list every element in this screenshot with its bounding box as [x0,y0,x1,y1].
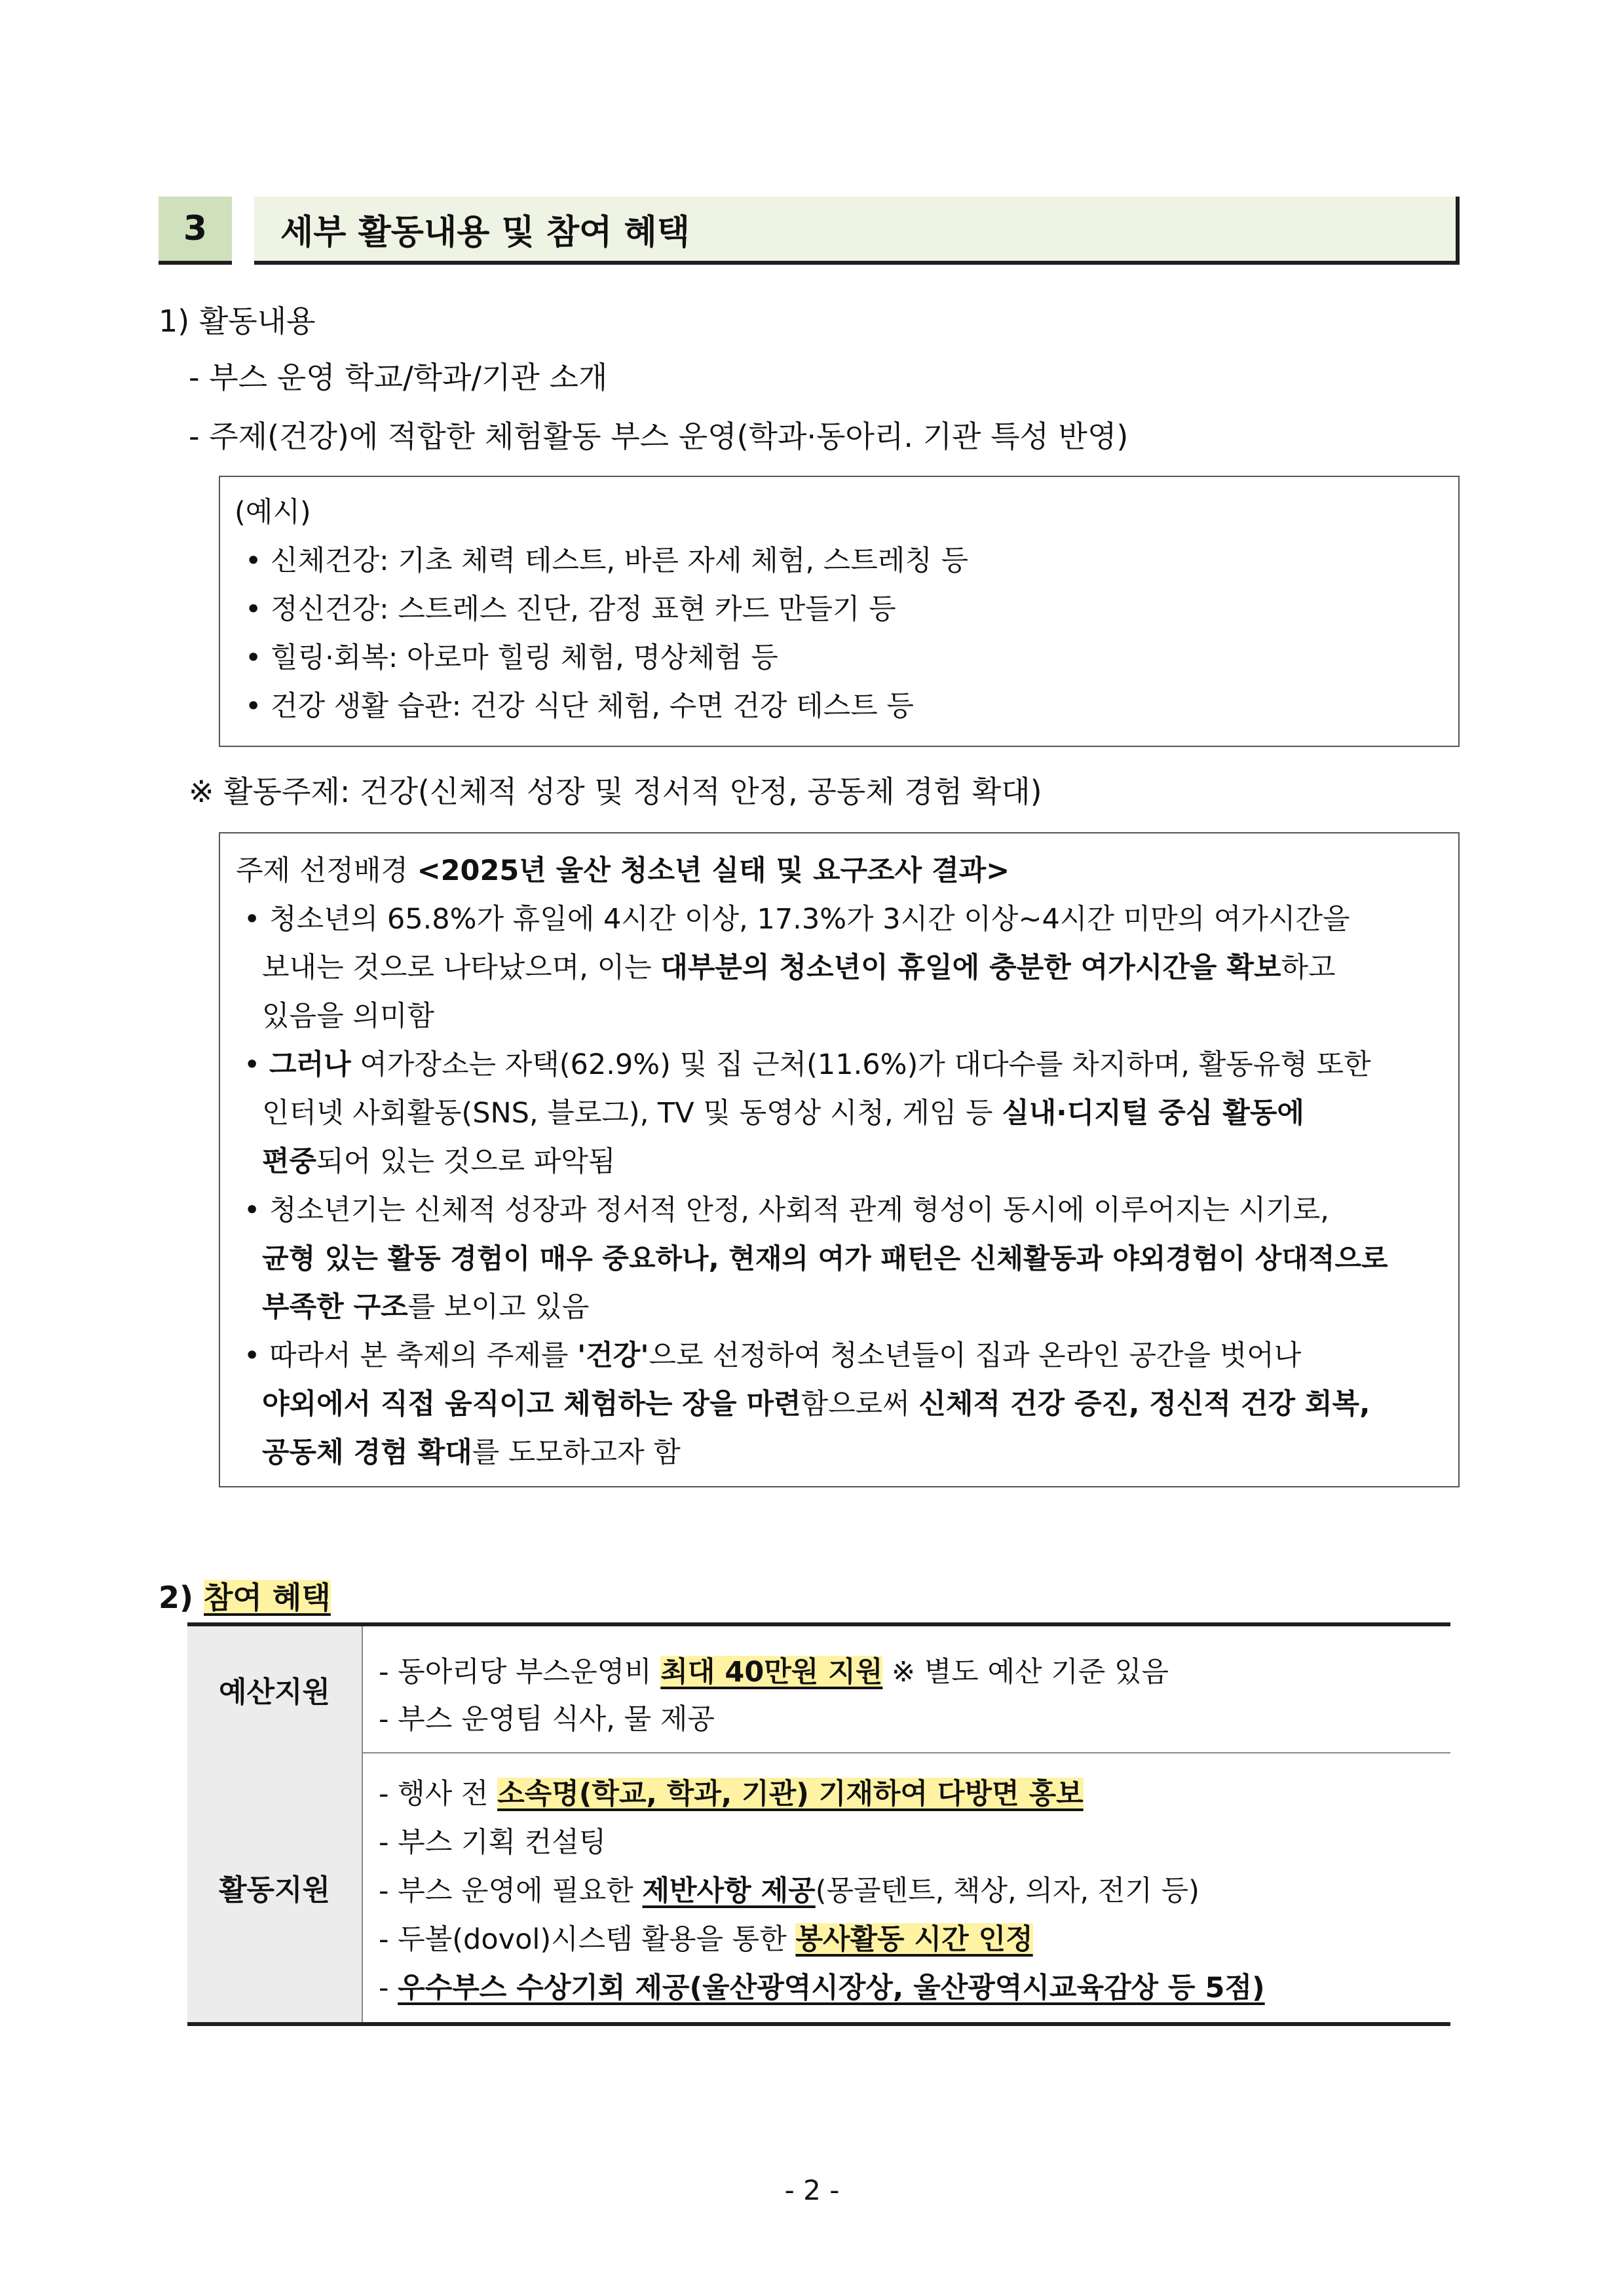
activity-support-line: - 행사 전 소속명(학교, 학과, 기관) 기재하여 다방면 홍보 [379,1778,1084,1810]
benefits-row-budget [187,1626,1450,1753]
example-label: (예시) [235,496,311,529]
section-title: 세부 활동내용 및 참여 혜택 [254,197,1460,265]
activity-support-line: - 우수부스 수상기회 제공(울산광역시장상, 울산광역시교육감상 등 5점) [379,1972,1265,2004]
background-line: 야외에서 직접 움직이고 체험하는 장을 마련함으로써 신체적 건강 증진, 정신적 건강 회복, [262,1388,1370,1421]
example-box [219,476,1460,747]
activity-bullet-1: - 부스 운영 학교/학과/기관 소개 [189,360,608,395]
background-line: • 따라서 본 축제의 주제를 '건강'으로 선정하여 청소년들이 집과 온라인 공간을 벗어나 [244,1339,1302,1372]
background-line: • 청소년기는 신체적 성장과 정서적 안정, 사회적 관계 형성이 동시에 이루어지는 시기로, [244,1194,1329,1227]
background-line: • 그러나 여가장소는 자택(62.9%) 및 집 근처(11.6%)가 대다수를 차지하며, 활동유형 또한 [244,1048,1371,1081]
background-line: 보내는 것으로 나타났으며, 이는 대부분의 청소년이 휴일에 충분한 여가시간을 확보하고 [262,951,1336,984]
example-item: • 신체건강: 기초 체력 테스트, 바른 자세 체험, 스트레칭 등 [245,545,969,577]
benefits-heading: 2) 참여 혜택 [159,1580,331,1615]
benefits-table [187,1622,1450,2026]
background-line: 공동체 경험 확대를 도모하고자 함 [262,1436,681,1469]
background-line: 있음을 의미함 [262,1000,434,1033]
budget-label: 예산지원 [187,1626,363,1752]
background-title: 주제 선정배경 <2025년 울산 청소년 실태 및 요구조사 결과> [236,854,1010,887]
background-line: 인터넷 사회활동(SNS, 블로그), TV 및 동영상 시청, 게임 등 실내·디지털 중심 활동에 [262,1097,1304,1130]
background-line: 편중되어 있는 것으로 파악됨 [262,1145,616,1178]
activity-support-line: - 두볼(dovol)시스템 활용을 통한 봉사활동 시간 인정 [379,1923,1033,1956]
benefits-row-activity [187,1752,1450,2022]
activity-support-line: - 부스 기획 컨설팅 [379,1826,607,1859]
activity-heading: 1) 활동내용 [159,303,316,339]
budget-line-2: - 부스 운영팀 식사, 물 제공 [379,1703,715,1736]
background-line: 균형 있는 활동 경험이 매우 중요하나, 현재의 여가 패턴은 신체활동과 야외경험이 상대적으로 [262,1242,1388,1274]
example-item: • 건강 생활 습관: 건강 식단 체험, 수면 건강 테스트 등 [245,690,914,723]
page-number: - 2 - [784,2174,840,2206]
activity-support-label: 활동지원 [187,1752,363,2022]
section-number: 3 [159,197,232,265]
example-item: • 힐링·회복: 아로마 힐링 체험, 명상체험 등 [245,641,778,674]
background-box [219,832,1460,1487]
activity-bullet-2: - 주제(건강)에 적합한 체험활동 부스 운영(학과·동아리. 기관 특성 반영) [189,419,1129,454]
theme-note: ※ 활동주제: 건강(신체적 성장 및 정서적 안정, 공동체 경험 확대) [189,774,1042,809]
example-item: • 정신건강: 스트레스 진단, 감정 표현 카드 만들기 등 [245,593,896,626]
activity-support-line: - 부스 운영에 필요한 제반사항 제공(몽골텐트, 책상, 의자, 전기 등) [379,1875,1199,1907]
background-line: 부족한 구조를 보이고 있음 [262,1291,590,1324]
budget-line-1: - 동아리당 부스운영비 최대 40만원 지원 ※ 별도 예산 기준 있음 [379,1656,1169,1689]
background-line: • 청소년의 65.8%가 휴일에 4시간 이상, 17.3%가 3시간 이상~4시간 미만의 여가시간을 [244,903,1350,936]
